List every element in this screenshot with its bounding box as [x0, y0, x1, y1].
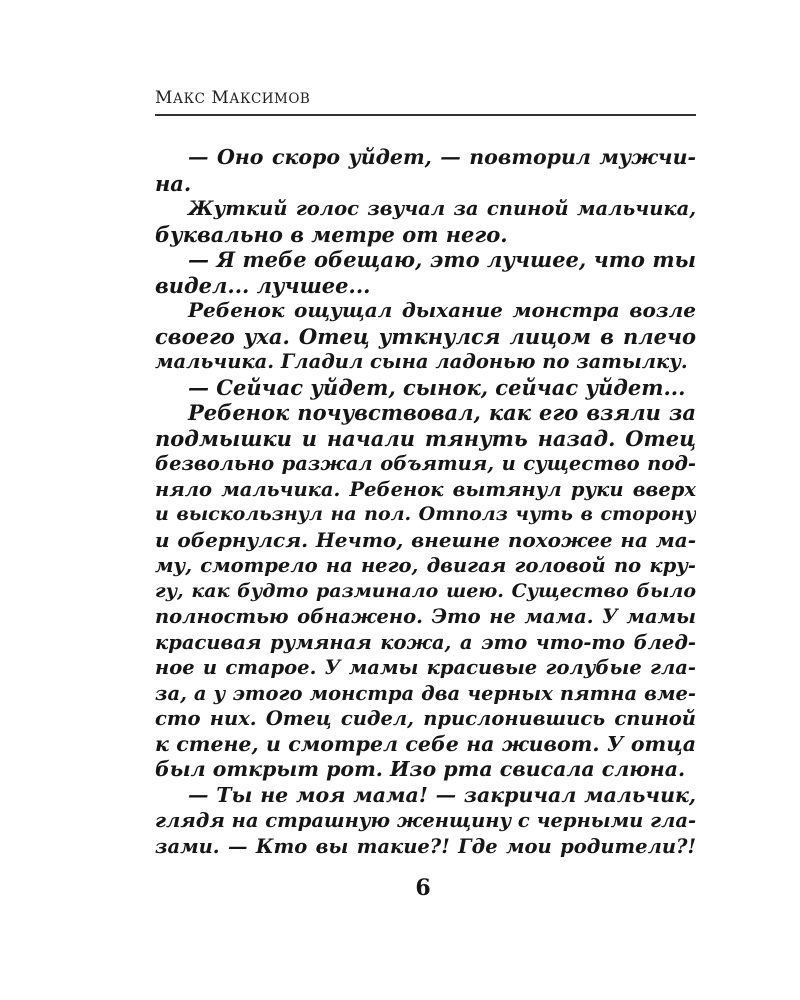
page-number: 6 [415, 875, 431, 901]
text-line: зами. — Кто вы такие?! Где мои родители?! [155, 834, 696, 858]
text-line: своего уха. Отец уткнулся лицом в плечо [155, 323, 696, 349]
running-head-author [155, 88, 310, 108]
author-first-rest: АКС [172, 91, 206, 107]
text-line: красивая румяная кожа, а это что-то блед- [155, 630, 696, 654]
text-line: няло мальчика. Ребенок вытянул руки вверх [155, 477, 696, 501]
author-last-rest: АКСИМОВ [229, 91, 311, 107]
text-line: — Оно скоро уйдет, — повторил мужчи- [188, 145, 696, 169]
text-line: мальчика. Гладил сына ладонью по затылку. [155, 350, 688, 373]
text-line: был открыт рот. Изо рта свисала слюна. [155, 757, 686, 781]
text-line: Ребенок ощущал дыхание монстра возле [188, 298, 696, 322]
text-line: — Я тебе обещаю, это лучшее, что ты [188, 247, 696, 272]
author-first-initial: М [155, 88, 173, 108]
text-line: безвольно разжал объятия, и существо под- [155, 452, 696, 475]
text-line: ное и старое. У мамы красивые голубые гла- [155, 656, 696, 679]
text-line: буквально в метре от него. [155, 221, 508, 247]
text-line: гу, как будто разминало шею. Существо было [155, 579, 696, 602]
text-line: Жуткий голос звучал за спиной мальчика, [188, 197, 696, 220]
text-line: подмышки и начали тянуть назад. Отец [155, 425, 696, 451]
text-line: и выскользнул на пол. Отполз чуть в сторону [155, 503, 696, 525]
body-text [155, 145, 696, 859]
text-line: глядя на страшную женщину с черными гла- [155, 809, 696, 832]
text-line: видел... лучшее... [155, 272, 371, 298]
text-line: и обернулся. Нечто, внешне похожее на ма- [155, 527, 696, 552]
text-line: Ребенок почувствовал, как его взяли за [188, 400, 696, 425]
header-rule [155, 114, 696, 116]
text-line: на. [155, 170, 192, 196]
text-line: полностью обнажено. Это не мама. У мамы [155, 605, 696, 628]
text-line: сто них. Отец сидел, прислонившись спиной [155, 707, 696, 730]
text-line: му, смотрело на него, двигая головой по кру- [155, 554, 696, 577]
author-last-initial: М [211, 88, 230, 108]
text-line: к стене, и смотрел себе на живот. У отца [155, 731, 696, 756]
text-line: — Сейчас уйдет, сынок, сейчас уйдет... [188, 374, 686, 400]
text-line: — Ты не моя мама! — закричал мальчик, [188, 782, 696, 807]
text-line: за, а у этого монстра два черных пятна вме- [155, 681, 696, 705]
